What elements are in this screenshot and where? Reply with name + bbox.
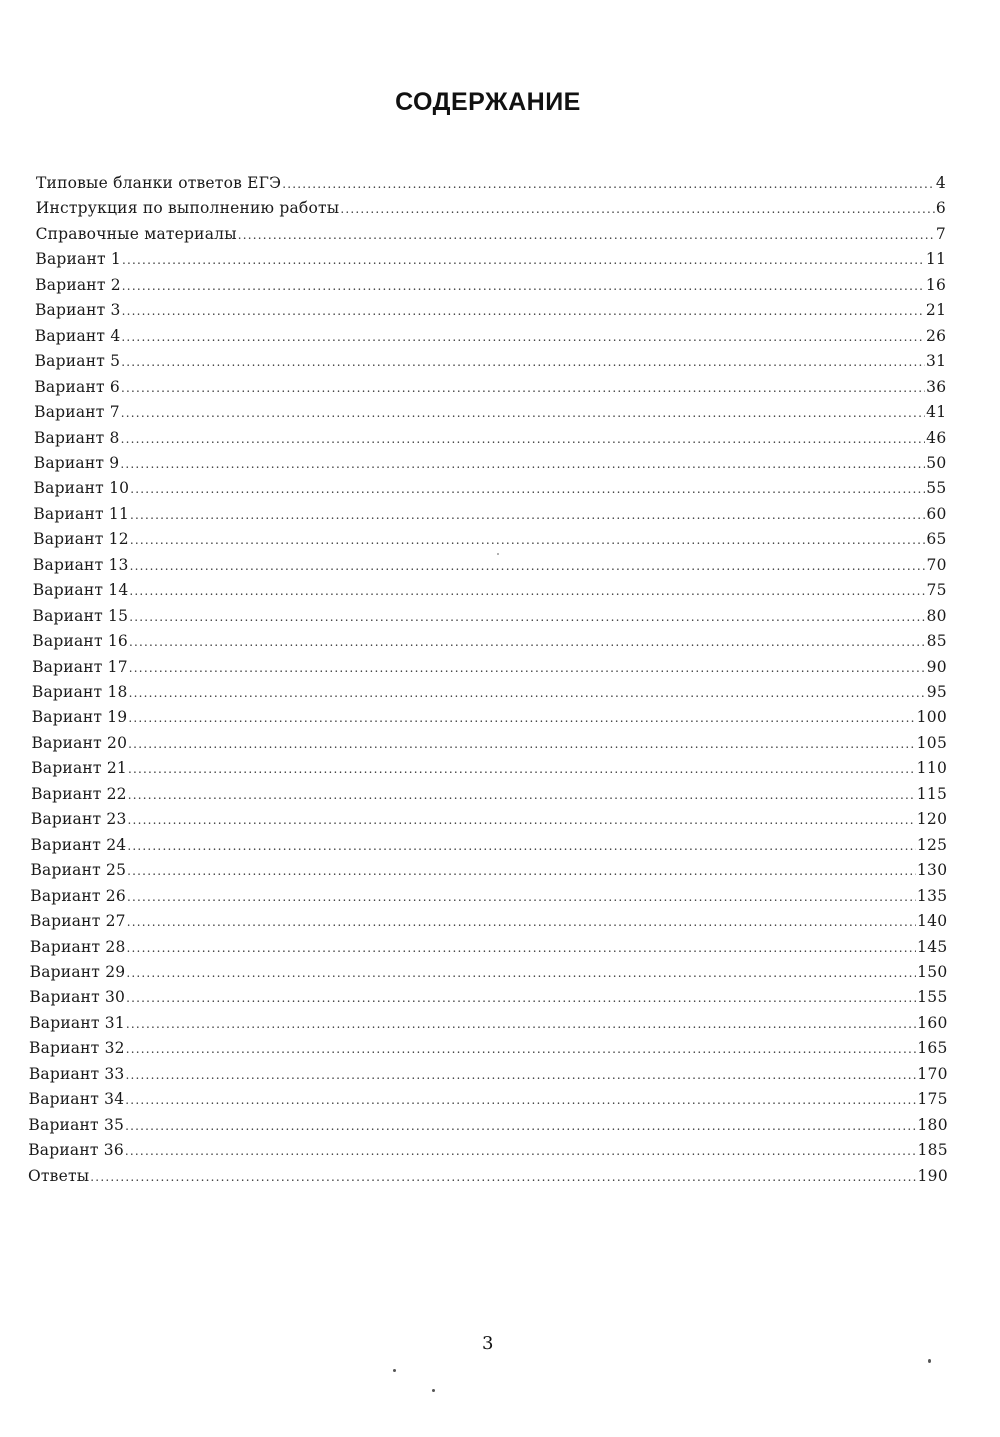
toc-entry-label: Вариант 1 [35,250,121,269]
toc-entry [31,808,947,830]
toc-entry-page: 65 [926,530,947,549]
toc-leader-dots [120,453,925,475]
toc-entry-page: 110 [916,759,948,778]
toc-leader-dots [125,1140,917,1162]
toc-entry-label: Вариант 17 [32,657,128,676]
toc-entry-label: Вариант 8 [33,428,120,447]
toc-entry [33,503,946,525]
toc-entry [32,656,947,678]
toc-entry [31,783,947,805]
toc-entry [28,1114,947,1136]
toc-entry [31,732,947,754]
toc-entry-label: Вариант 16 [32,632,128,651]
toc-entry-page: 70 [926,555,947,574]
toc-entry [32,706,947,728]
toc-entry-page: 160 [917,1013,948,1032]
toc-leader-dots [129,657,926,679]
toc-entry-page: 165 [917,1039,948,1058]
toc-entry-label: Вариант 11 [33,504,130,523]
toc-entry [34,427,947,449]
toc-leader-dots [128,733,915,755]
toc-entry-page: 21 [925,301,947,320]
toc-entry-label: Вариант 18 [31,683,128,701]
page-title: СОДЕРЖАНИЕ [395,88,581,116]
toc-entry-label: Вариант 7 [34,403,120,422]
toc-entry-label: Вариант 5 [34,352,121,371]
toc-entry-page: 46 [926,428,947,447]
toc-entry-label: Вариант 9 [33,453,120,472]
toc-entry [34,477,947,499]
toc-entry [29,1012,947,1034]
toc-leader-dots [128,809,916,831]
toc-leader-dots [130,555,926,577]
toc-leader-dots [127,937,917,959]
toc-entry-page: 75 [926,581,947,600]
toc-leader-dots [129,606,925,628]
toc-entry [29,986,947,1008]
toc-entry [35,299,946,321]
toc-entry [29,1088,948,1110]
toc-entry [34,452,947,474]
toc-leader-dots [128,707,915,729]
toc-leader-dots [125,1115,916,1137]
toc-leader-dots [127,835,915,857]
toc-entry-page: 85 [926,632,947,651]
toc-leader-dots [129,631,926,653]
toc-entry [33,554,947,576]
toc-entry-label: Вариант 12 [33,530,129,549]
toc-entry-page: 155 [917,988,948,1007]
toc-leader-dots [130,478,925,500]
toc-entry [28,1165,948,1187]
toc-entry-page: 145 [917,937,948,956]
toc-entry-label: Инструкция по выполнению работы [35,199,340,218]
toc-entry-label: Вариант 21 [31,759,127,778]
page-number: 3 [482,1333,494,1354]
scan-speck [432,1389,435,1392]
toc-entry-label: Вариант 33 [28,1064,125,1083]
toc-leader-dots [129,580,925,602]
toc-leader-dots [128,758,916,780]
toc-leader-dots [126,1064,917,1086]
toc-entry-label: Вариант 4 [34,326,121,345]
toc-entry [36,172,946,194]
toc-entry [30,859,947,881]
toc-entry-page: 36 [926,377,947,396]
toc-leader-dots [121,402,925,424]
scan-speck [497,553,499,555]
toc-leader-dots [130,529,926,551]
toc-leader-dots [90,1166,916,1188]
toc-entry-label: Вариант 2 [35,275,121,294]
toc-entry-page: 55 [926,479,947,498]
toc-entry-label: Вариант 28 [29,937,126,956]
toc-leader-dots [340,198,935,220]
toc-entry-page: 150 [917,962,948,981]
toc-entry-label: Вариант 22 [31,784,127,803]
toc-entry [30,936,948,958]
toc-entry-label: Вариант 35 [28,1115,125,1134]
toc-entry-label: Вариант 29 [29,962,126,981]
toc-entry [35,274,946,296]
toc-entry [35,325,947,347]
toc-entry [34,401,946,423]
toc-leader-dots [125,1089,916,1111]
toc-entry [32,681,947,703]
toc-entry-page: 16 [925,275,947,294]
toc-leader-dots [126,962,916,984]
toc-entry-label: Вариант 30 [29,988,126,1007]
toc-entry-label: Вариант 10 [33,479,130,498]
toc-leader-dots [121,326,925,348]
toc-leader-dots [121,377,925,399]
toc-entry-label: Вариант 15 [32,606,129,625]
toc-entry [29,1063,948,1085]
toc-entry-page: 4 [935,174,946,192]
toc-entry-page: 90 [926,657,947,676]
toc-leader-dots [128,784,916,806]
toc-entry [36,197,946,219]
toc-entry-page: 105 [916,733,948,752]
toc-leader-dots [122,300,925,322]
toc-leader-dots [122,249,925,271]
scan-speck [928,1359,931,1363]
toc-leader-dots [282,173,935,195]
toc-entry-page: 100 [916,708,948,727]
toc-leader-dots [121,428,926,450]
toc-entry [30,910,947,932]
toc-entry-page: 11 [925,250,947,269]
toc-entry [33,605,947,627]
toc-entry-page: 31 [926,352,947,371]
toc-entry [30,885,947,907]
toc-entry-page: 6 [935,199,947,218]
toc-entry-page: 26 [925,326,947,345]
toc-entry-label: Вариант 20 [31,733,128,752]
toc-entry-page: 185 [917,1141,948,1160]
toc-entry-label: Вариант 23 [30,810,127,829]
toc-entry-label: Справочные материалы [35,224,237,243]
toc-entry-page: 115 [916,784,948,803]
toc-leader-dots [129,682,926,704]
toc-entry-page: 175 [917,1090,948,1109]
toc-entry-page: 60 [926,504,947,523]
toc-entry [34,376,946,398]
toc-leader-dots [238,224,935,246]
toc-entry-label: Вариант 36 [28,1141,124,1160]
toc-entry [35,350,947,372]
toc-entry [33,579,947,601]
toc-entry-label: Вариант 34 [28,1090,125,1109]
toc-leader-dots [127,911,916,933]
toc-leader-dots [127,886,916,908]
toc-entry-page: 135 [916,886,948,905]
toc-entry [30,961,948,983]
toc-leader-dots [130,504,925,526]
toc-entry-label: Вариант 14 [32,581,129,600]
toc-entry-label: Вариант 26 [30,886,126,905]
toc-entry-page: 80 [926,606,947,625]
toc-entry-label: Типовые бланки ответов ЕГЭ [36,174,282,192]
toc-entry-label: Вариант 32 [29,1039,125,1058]
toc-entry-label: Вариант 31 [29,1013,125,1032]
toc-entry-page: 41 [926,403,947,422]
toc-entry [35,248,946,270]
toc-entry-label: Вариант 13 [32,555,129,574]
toc-entry-page: 120 [916,810,948,829]
toc-entry [28,1139,948,1161]
toc-entry-page: 170 [917,1064,948,1083]
toc-entry-label: Ответы [28,1166,90,1185]
toc-entry-label: Вариант 24 [30,835,127,854]
toc-entry [31,834,948,856]
toc-leader-dots [126,1038,917,1060]
toc-entry-page: 7 [935,224,947,243]
toc-entry-page: 180 [917,1115,948,1134]
toc-entry-label: Вариант 3 [34,301,121,320]
toc-entry [36,223,947,245]
scan-speck [393,1369,396,1372]
toc-entry-label: Вариант 25 [30,861,127,880]
toc-leader-dots [121,351,925,373]
toc-leader-dots [126,1013,916,1035]
toc-entry [32,630,947,652]
toc-entry-page: 130 [916,861,948,880]
toc-entry [31,757,947,779]
toc-entry-label: Вариант 6 [34,377,120,396]
toc-entry-page: 140 [916,912,948,931]
toc-entry-label: Вариант 19 [31,708,128,727]
toc-entry-page: 50 [926,453,947,472]
toc-leader-dots [126,987,916,1009]
toc-leader-dots [127,860,916,882]
toc-leader-dots [122,275,925,297]
toc-entry-page: 190 [917,1166,948,1185]
toc-entry-page: 125 [916,835,948,854]
toc-entry [33,528,947,550]
toc-entry-page: 95 [926,683,948,701]
toc-entry-label: Вариант 27 [30,912,126,931]
toc-entry [29,1037,948,1059]
